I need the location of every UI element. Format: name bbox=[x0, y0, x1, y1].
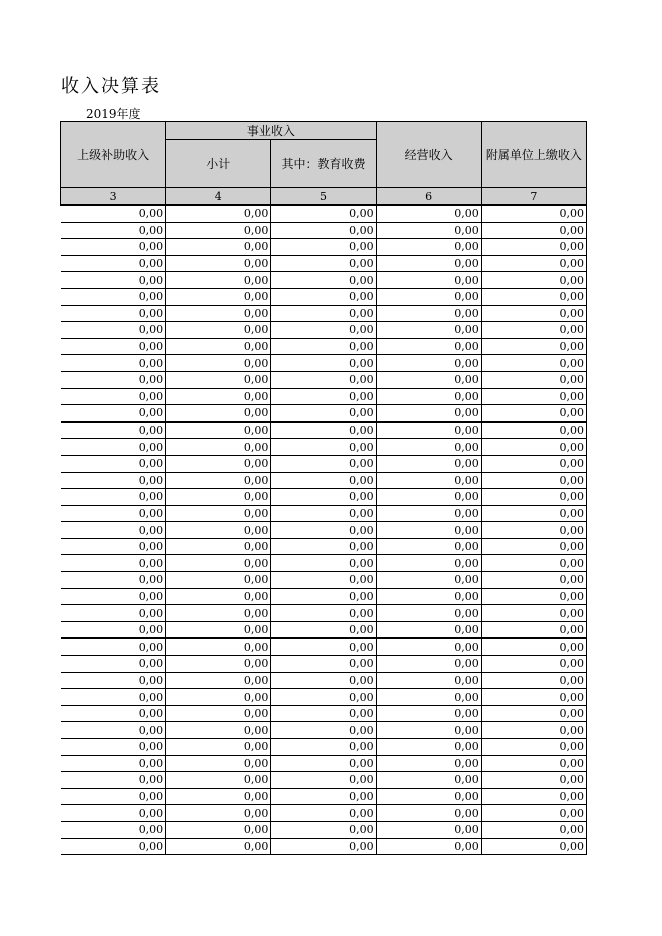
table-row bbox=[61, 522, 587, 539]
table-row bbox=[61, 255, 587, 272]
table-cell: 0,00 bbox=[481, 371, 586, 388]
table-row bbox=[61, 656, 587, 673]
table-row bbox=[61, 272, 587, 289]
table-cell: 0,00 bbox=[166, 522, 271, 539]
column-number: 5 bbox=[271, 188, 376, 206]
table-cell: 0,00 bbox=[271, 222, 376, 239]
table-cell: 0,00 bbox=[271, 371, 376, 388]
table-cell: 0,00 bbox=[481, 422, 586, 439]
header-affiliated-payment: 附属单位上缴收入 bbox=[481, 122, 586, 188]
table-row bbox=[61, 305, 587, 322]
table-cell: 0,00 bbox=[61, 656, 166, 673]
table-cell: 0,00 bbox=[376, 772, 481, 789]
table-cell: 0,00 bbox=[271, 305, 376, 322]
table-cell: 0,00 bbox=[376, 355, 481, 372]
table-cell: 0,00 bbox=[61, 255, 166, 272]
header-superior-subsidy: 上级补助收入 bbox=[61, 122, 166, 188]
table-row bbox=[61, 689, 587, 706]
table-cell: 0,00 bbox=[481, 755, 586, 772]
table-cell: 0,00 bbox=[166, 656, 271, 673]
table-cell: 0,00 bbox=[376, 388, 481, 405]
table-cell: 0,00 bbox=[61, 371, 166, 388]
table-cell: 0,00 bbox=[271, 621, 376, 638]
table-cell: 0,00 bbox=[166, 205, 271, 222]
column-number: 6 bbox=[376, 188, 481, 206]
table-cell: 0,00 bbox=[271, 505, 376, 522]
table-row bbox=[61, 371, 587, 388]
table-cell: 0,00 bbox=[271, 638, 376, 655]
table-cell: 0,00 bbox=[166, 588, 271, 605]
table-cell: 0,00 bbox=[166, 555, 271, 572]
table-cell: 0,00 bbox=[376, 605, 481, 622]
table-cell: 0,00 bbox=[61, 489, 166, 506]
table-cell: 0,00 bbox=[481, 739, 586, 756]
table-cell: 0,00 bbox=[61, 222, 166, 239]
table-cell: 0,00 bbox=[271, 588, 376, 605]
table-cell: 0,00 bbox=[61, 755, 166, 772]
table-cell: 0,00 bbox=[166, 322, 271, 339]
table-cell: 0,00 bbox=[481, 255, 586, 272]
table-cell: 0,00 bbox=[481, 672, 586, 689]
table-cell: 0,00 bbox=[166, 255, 271, 272]
table-cell: 0,00 bbox=[271, 355, 376, 372]
table-cell: 0,00 bbox=[376, 821, 481, 838]
table-cell: 0,00 bbox=[376, 522, 481, 539]
table-cell: 0,00 bbox=[271, 572, 376, 589]
table-row bbox=[61, 338, 587, 355]
table-row bbox=[61, 838, 587, 855]
table-cell: 0,00 bbox=[61, 722, 166, 739]
table-cell: 0,00 bbox=[61, 205, 166, 222]
table-cell: 0,00 bbox=[61, 388, 166, 405]
table-row bbox=[61, 322, 587, 339]
table-cell: 0,00 bbox=[166, 821, 271, 838]
table-cell: 0,00 bbox=[166, 422, 271, 439]
table-cell: 0,00 bbox=[376, 555, 481, 572]
table-cell: 0,00 bbox=[376, 455, 481, 472]
table-cell: 0,00 bbox=[376, 255, 481, 272]
table-row bbox=[61, 588, 587, 605]
table-cell: 0,00 bbox=[166, 371, 271, 388]
table-row bbox=[61, 439, 587, 456]
table-cell: 0,00 bbox=[271, 838, 376, 855]
table-cell: 0,00 bbox=[271, 656, 376, 673]
table-cell: 0,00 bbox=[376, 322, 481, 339]
table-cell: 0,00 bbox=[481, 355, 586, 372]
table-row bbox=[61, 705, 587, 722]
table-cell: 0,00 bbox=[166, 505, 271, 522]
table-row bbox=[61, 472, 587, 489]
table-cell: 0,00 bbox=[376, 588, 481, 605]
table-row bbox=[61, 538, 587, 555]
table-cell: 0,00 bbox=[481, 439, 586, 456]
table-cell: 0,00 bbox=[481, 489, 586, 506]
table-cell: 0,00 bbox=[166, 638, 271, 655]
table-cell: 0,00 bbox=[481, 205, 586, 222]
table-cell: 0,00 bbox=[61, 422, 166, 439]
table-cell: 0,00 bbox=[481, 838, 586, 855]
table-row bbox=[61, 772, 587, 789]
table-row bbox=[61, 205, 587, 222]
table-cell: 0,00 bbox=[481, 572, 586, 589]
table-cell: 0,00 bbox=[61, 338, 166, 355]
table-cell: 0,00 bbox=[481, 288, 586, 305]
table-cell: 0,00 bbox=[481, 405, 586, 422]
table-cell: 0,00 bbox=[376, 288, 481, 305]
table-cell: 0,00 bbox=[481, 538, 586, 555]
table-cell: 0,00 bbox=[166, 605, 271, 622]
table-cell: 0,00 bbox=[271, 755, 376, 772]
table-cell: 0,00 bbox=[376, 239, 481, 256]
table-cell: 0,00 bbox=[376, 755, 481, 772]
table-cell: 0,00 bbox=[481, 388, 586, 405]
table-cell: 0,00 bbox=[61, 689, 166, 706]
table-cell: 0,00 bbox=[166, 239, 271, 256]
table-row bbox=[61, 805, 587, 822]
table-cell: 0,00 bbox=[61, 588, 166, 605]
table-cell: 0,00 bbox=[166, 489, 271, 506]
table-cell: 0,00 bbox=[166, 621, 271, 638]
table-cell: 0,00 bbox=[61, 672, 166, 689]
table-cell: 0,00 bbox=[61, 772, 166, 789]
table-cell: 0,00 bbox=[271, 288, 376, 305]
table-cell: 0,00 bbox=[271, 489, 376, 506]
report-title: 收入决算表 bbox=[61, 76, 161, 97]
table-row bbox=[61, 405, 587, 422]
table-cell: 0,00 bbox=[271, 788, 376, 805]
table-cell: 0,00 bbox=[376, 205, 481, 222]
table-cell: 0,00 bbox=[166, 722, 271, 739]
table-cell: 0,00 bbox=[271, 605, 376, 622]
table-row bbox=[61, 288, 587, 305]
table-cell: 0,00 bbox=[376, 805, 481, 822]
table-cell: 0,00 bbox=[376, 689, 481, 706]
table-row bbox=[61, 505, 587, 522]
table-cell: 0,00 bbox=[271, 439, 376, 456]
table-cell: 0,00 bbox=[166, 755, 271, 772]
table-cell: 0,00 bbox=[166, 672, 271, 689]
table-cell: 0,00 bbox=[376, 338, 481, 355]
table-row bbox=[61, 455, 587, 472]
table-cell: 0,00 bbox=[271, 689, 376, 706]
table-cell: 0,00 bbox=[481, 772, 586, 789]
table-cell: 0,00 bbox=[271, 472, 376, 489]
table-cell: 0,00 bbox=[376, 305, 481, 322]
header-operating-income: 经营收入 bbox=[376, 122, 481, 188]
table-cell: 0,00 bbox=[271, 338, 376, 355]
table-row bbox=[61, 739, 587, 756]
table-cell: 0,00 bbox=[166, 338, 271, 355]
table-cell: 0,00 bbox=[376, 371, 481, 388]
table-cell: 0,00 bbox=[166, 305, 271, 322]
table-cell: 0,00 bbox=[481, 689, 586, 706]
table-row bbox=[61, 788, 587, 805]
table-cell: 0,00 bbox=[166, 388, 271, 405]
table-cell: 0,00 bbox=[61, 788, 166, 805]
table-cell: 0,00 bbox=[376, 739, 481, 756]
table-cell: 0,00 bbox=[61, 605, 166, 622]
table-cell: 0,00 bbox=[376, 472, 481, 489]
table-cell: 0,00 bbox=[271, 805, 376, 822]
table-cell: 0,00 bbox=[61, 439, 166, 456]
table-cell: 0,00 bbox=[481, 305, 586, 322]
table-row bbox=[61, 222, 587, 239]
table-row bbox=[61, 388, 587, 405]
table-cell: 0,00 bbox=[166, 805, 271, 822]
table-cell: 0,00 bbox=[166, 538, 271, 555]
table-cell: 0,00 bbox=[61, 572, 166, 589]
table-cell: 0,00 bbox=[376, 572, 481, 589]
table-cell: 0,00 bbox=[61, 322, 166, 339]
table-cell: 0,00 bbox=[376, 656, 481, 673]
header-business-income: 事业收入 bbox=[166, 122, 376, 140]
table-cell: 0,00 bbox=[271, 538, 376, 555]
table-cell: 0,00 bbox=[166, 788, 271, 805]
table-row bbox=[61, 755, 587, 772]
table-cell: 0,00 bbox=[166, 455, 271, 472]
table-cell: 0,00 bbox=[271, 555, 376, 572]
table-cell: 0,00 bbox=[271, 739, 376, 756]
table-cell: 0,00 bbox=[271, 239, 376, 256]
header-education-fee: 其中：教育收费 bbox=[271, 140, 376, 188]
table-row bbox=[61, 621, 587, 638]
table-cell: 0,00 bbox=[61, 355, 166, 372]
table-cell: 0,00 bbox=[481, 588, 586, 605]
table-cell: 0,00 bbox=[166, 689, 271, 706]
table-cell: 0,00 bbox=[481, 505, 586, 522]
table-cell: 0,00 bbox=[61, 821, 166, 838]
table-cell: 0,00 bbox=[61, 288, 166, 305]
income-table bbox=[60, 121, 587, 855]
table-cell: 0,00 bbox=[376, 489, 481, 506]
table-cell: 0,00 bbox=[166, 355, 271, 372]
table-cell: 0,00 bbox=[61, 838, 166, 855]
table-row bbox=[61, 722, 587, 739]
table-cell: 0,00 bbox=[61, 739, 166, 756]
table-cell: 0,00 bbox=[481, 722, 586, 739]
table-cell: 0,00 bbox=[166, 222, 271, 239]
table-cell: 0,00 bbox=[61, 522, 166, 539]
table-cell: 0,00 bbox=[271, 205, 376, 222]
column-number: 7 bbox=[481, 188, 586, 206]
table-row bbox=[61, 422, 587, 439]
table-cell: 0,00 bbox=[271, 422, 376, 439]
table-cell: 0,00 bbox=[61, 272, 166, 289]
table-cell: 0,00 bbox=[481, 455, 586, 472]
table-cell: 0,00 bbox=[271, 255, 376, 272]
table-cell: 0,00 bbox=[166, 472, 271, 489]
table-cell: 0,00 bbox=[376, 638, 481, 655]
table-cell: 0,00 bbox=[271, 455, 376, 472]
table-cell: 0,00 bbox=[376, 722, 481, 739]
table-cell: 0,00 bbox=[481, 522, 586, 539]
table-row bbox=[61, 555, 587, 572]
table-cell: 0,00 bbox=[481, 805, 586, 822]
table-cell: 0,00 bbox=[61, 305, 166, 322]
table-cell: 0,00 bbox=[481, 472, 586, 489]
table-cell: 0,00 bbox=[61, 638, 166, 655]
table-cell: 0,00 bbox=[61, 505, 166, 522]
table-cell: 0,00 bbox=[166, 405, 271, 422]
table-cell: 0,00 bbox=[61, 405, 166, 422]
table-body bbox=[61, 205, 587, 855]
table-cell: 0,00 bbox=[481, 239, 586, 256]
table-cell: 0,00 bbox=[61, 555, 166, 572]
table-cell: 0,00 bbox=[166, 272, 271, 289]
table-cell: 0,00 bbox=[481, 322, 586, 339]
table-cell: 0,00 bbox=[166, 288, 271, 305]
report-year: 2019年度 bbox=[86, 107, 141, 121]
column-number: 4 bbox=[166, 188, 271, 206]
table-cell: 0,00 bbox=[271, 388, 376, 405]
table-row bbox=[61, 572, 587, 589]
table-cell: 0,00 bbox=[271, 272, 376, 289]
table-cell: 0,00 bbox=[376, 538, 481, 555]
table-row bbox=[61, 355, 587, 372]
table-cell: 0,00 bbox=[271, 322, 376, 339]
table-cell: 0,00 bbox=[376, 672, 481, 689]
table-cell: 0,00 bbox=[166, 705, 271, 722]
table-cell: 0,00 bbox=[481, 555, 586, 572]
table-cell: 0,00 bbox=[481, 338, 586, 355]
table-cell: 0,00 bbox=[271, 405, 376, 422]
table-cell: 0,00 bbox=[481, 621, 586, 638]
table-cell: 0,00 bbox=[61, 705, 166, 722]
table-row bbox=[61, 489, 587, 506]
table-cell: 0,00 bbox=[271, 821, 376, 838]
table-cell: 0,00 bbox=[61, 455, 166, 472]
table-row bbox=[61, 821, 587, 838]
table-cell: 0,00 bbox=[376, 405, 481, 422]
table-row bbox=[61, 605, 587, 622]
table-cell: 0,00 bbox=[481, 638, 586, 655]
table-cell: 0,00 bbox=[166, 572, 271, 589]
header-subtotal: 小计 bbox=[166, 140, 271, 188]
table-cell: 0,00 bbox=[376, 788, 481, 805]
table-cell: 0,00 bbox=[376, 505, 481, 522]
table-cell: 0,00 bbox=[376, 272, 481, 289]
table-cell: 0,00 bbox=[481, 272, 586, 289]
table-cell: 0,00 bbox=[481, 605, 586, 622]
table-cell: 0,00 bbox=[376, 838, 481, 855]
table-cell: 0,00 bbox=[166, 772, 271, 789]
table-cell: 0,00 bbox=[61, 538, 166, 555]
table-cell: 0,00 bbox=[271, 522, 376, 539]
table-cell: 0,00 bbox=[166, 739, 271, 756]
table-row bbox=[61, 239, 587, 256]
table-cell: 0,00 bbox=[481, 821, 586, 838]
table-row bbox=[61, 672, 587, 689]
table-cell: 0,00 bbox=[166, 838, 271, 855]
table-cell: 0,00 bbox=[61, 805, 166, 822]
table-cell: 0,00 bbox=[271, 722, 376, 739]
table-cell: 0,00 bbox=[481, 656, 586, 673]
table-cell: 0,00 bbox=[271, 772, 376, 789]
table-cell: 0,00 bbox=[166, 439, 271, 456]
table-cell: 0,00 bbox=[61, 621, 166, 638]
table-cell: 0,00 bbox=[376, 222, 481, 239]
column-number: 3 bbox=[61, 188, 166, 206]
table-cell: 0,00 bbox=[376, 439, 481, 456]
table-row bbox=[61, 638, 587, 655]
table-cell: 0,00 bbox=[271, 672, 376, 689]
table-cell: 0,00 bbox=[271, 705, 376, 722]
table-cell: 0,00 bbox=[481, 788, 586, 805]
table-cell: 0,00 bbox=[376, 621, 481, 638]
table-cell: 0,00 bbox=[61, 472, 166, 489]
table-cell: 0,00 bbox=[61, 239, 166, 256]
table-cell: 0,00 bbox=[481, 222, 586, 239]
table-cell: 0,00 bbox=[376, 705, 481, 722]
table-cell: 0,00 bbox=[481, 705, 586, 722]
table-cell: 0,00 bbox=[376, 422, 481, 439]
